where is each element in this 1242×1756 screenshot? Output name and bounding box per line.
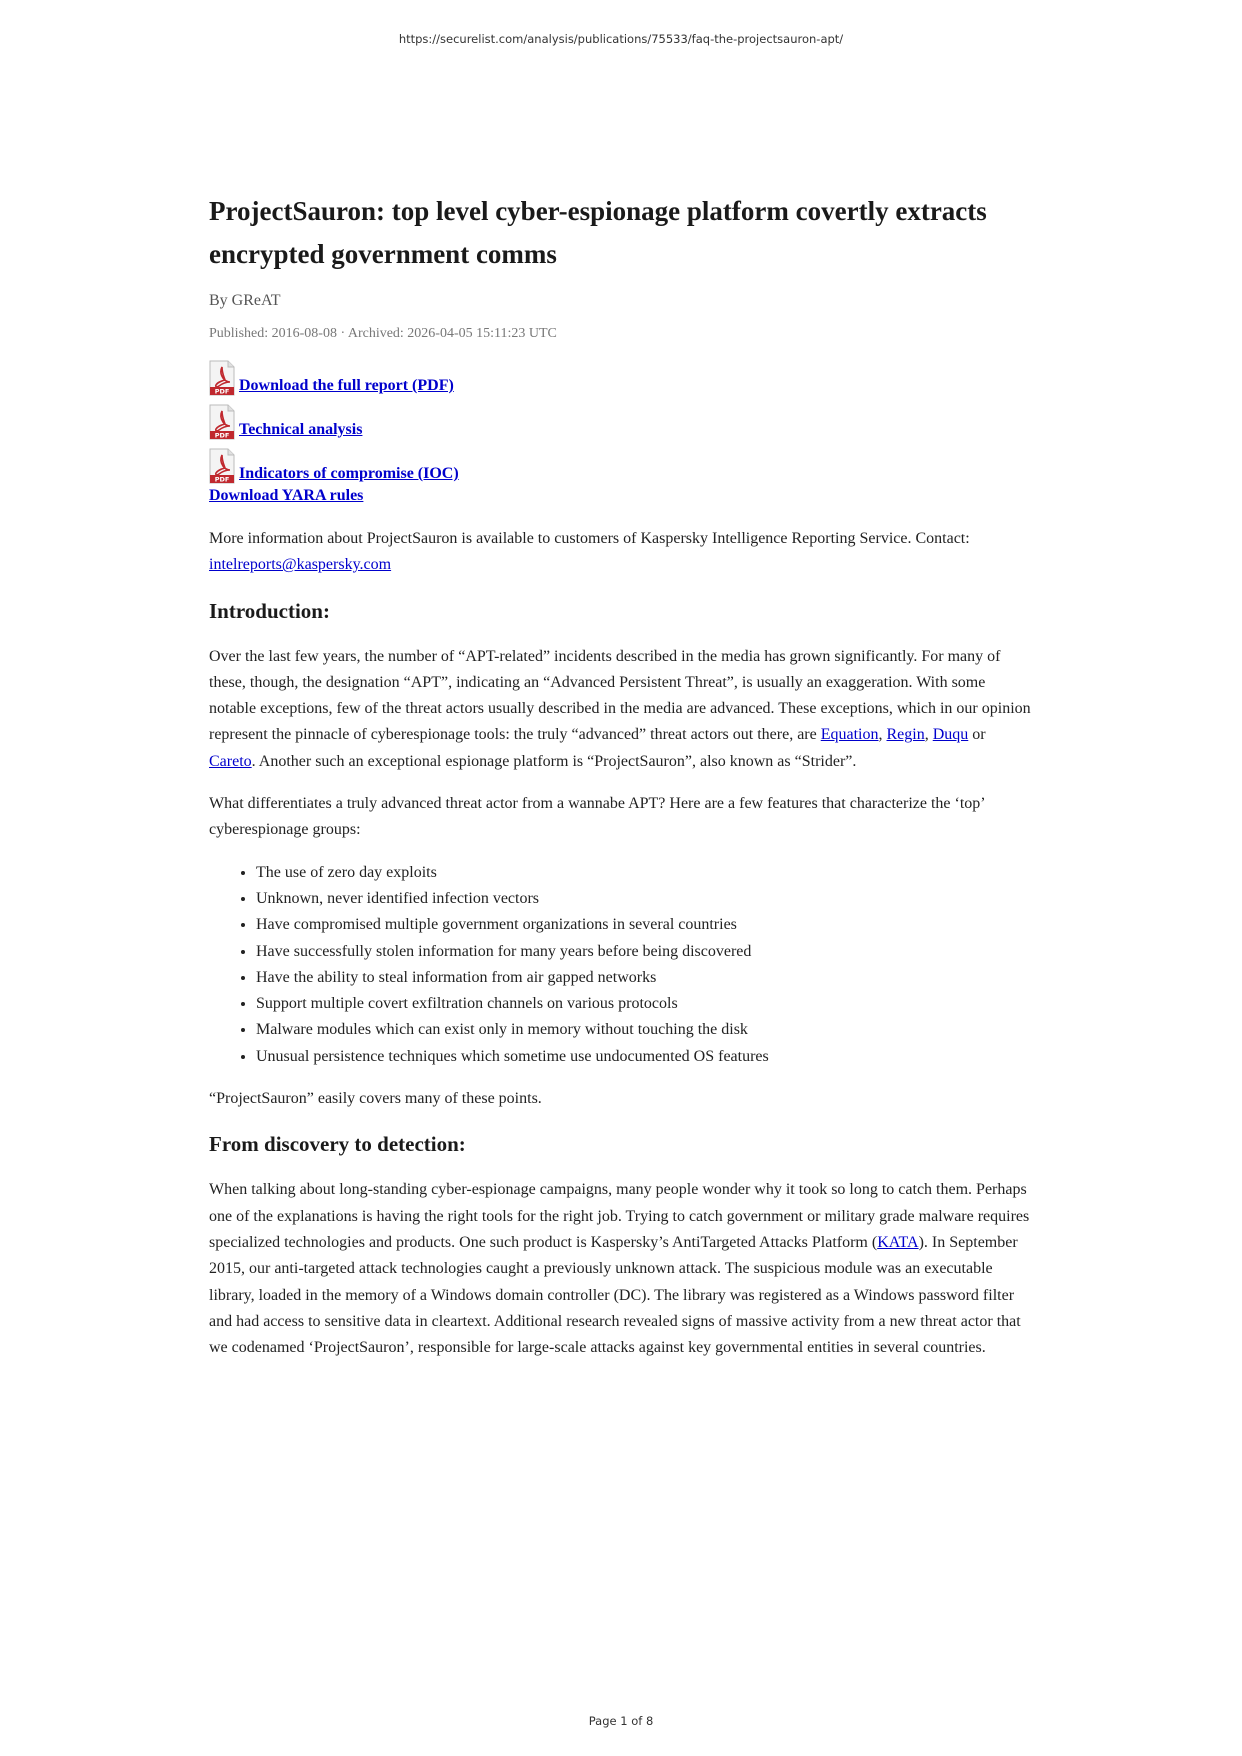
intro-p1-text-end: . Another such an exceptional espionage platform is “ProjectSauron”, also known as “Strider”. [251,752,857,770]
discovery-paragraph [209,1177,1035,1361]
list-item: • The use of zero day exploits [256,860,1035,886]
list-item: • Unusual persistence techniques which sometime use undocumented OS features [256,1044,1035,1070]
ioc-row [209,448,1035,484]
kata-link[interactable]: KATA [877,1233,919,1251]
download-links [209,360,1035,506]
careto-link[interactable]: Careto [209,752,252,770]
equation-link[interactable]: Equation [820,726,879,744]
intro-paragraph-2: What differentiates a truly advanced threat actor from a wannabe APT? Here are a few features that characterize the ‘top’ cyberespionage groups: [209,795,985,839]
page-url: https://securelist.com/analysis/publications/75533/faq-the-projectsauron-apt/ [398,32,844,46]
discovery-text-end: ). In September 2015, our anti-targeted attack technologies caught a previously unknown attack. The suspicious module was an executable library, loaded in the memory of a Windows domain controller (DC). The library was registered as a Windows password filter and had access to sensitive data in cleartext. Additional research revealed signs of massive activity from a new threat actor that we codenamed ‘ProjectSauron’, responsible for large-scale attacks against key governmental entities in several countries. [209,1233,1021,1357]
list-item: • Unknown, never identified infection vectors [256,886,1035,912]
introduction-heading: Introduction: [209,598,330,623]
pdf-icon [209,404,235,440]
pdf-icon-label: PDF [214,431,230,440]
download-full-report-row [209,360,1035,396]
list-item: • Have successfully stolen information for many years before being discovered [256,939,1035,965]
pdf-icon [209,448,235,484]
list-item: • Malware modules which can exist only in memory without touching the disk [256,1017,1035,1043]
intro-p1-text: Over the last few years, the number of “APT-related” incidents described in the media has grown significantly. For many of these, though, the designation “APT”, indicating an “Advanced Persistent Threat”, is usually an exaggeration. With some notable exceptions, few of the threat actors usually described in the media are advanced. These exceptions, which in our opinion represent the pinnacle of cyberespionage tools: the truly “advanced” threat actors out there, are [209,647,1031,744]
list-item: • Support multiple covert exfiltration channels on various protocols [256,991,1035,1017]
technical-analysis-link[interactable]: Technical analysis [239,421,363,438]
feature-list [209,860,1035,1070]
contact-paragraph [209,526,1035,579]
pdf-icon [209,360,235,396]
page-number: Page 1 of 8 [588,1714,654,1728]
regin-link[interactable]: Regin [886,726,925,744]
ioc-link[interactable]: Indicators of compromise (IOC) [239,465,459,482]
download-full-report-link[interactable]: Download the full report (PDF) [239,377,454,394]
article-published-date: Published: 2016-08-08 · Archived: 2026-04-05 15:11:23 UTC [209,326,557,341]
download-yara-link[interactable]: Download YARA rules [209,487,364,504]
discovery-heading: From discovery to detection: [209,1132,466,1157]
separator: or [968,726,986,744]
technical-analysis-row [209,404,1035,440]
article-title: ProjectSauron: top level cyber-espionage platform covertly extracts encrypted government comms [209,196,987,269]
contact-email-link[interactable]: intelreports@kaspersky.com [209,556,392,574]
article-content [209,190,1035,1377]
discovery-text: When talking about long-standing cyber-espionage campaigns, many people wonder why it took so long to catch them. Perhaps one of the explanations is having the right tools for the right job. Trying to catch government or military grade malware requires specialized technologies and products. One such product is Kaspersky’s AntiTargeted Attacks Platform ( [209,1181,1030,1251]
pdf-icon-label: PDF [214,387,230,396]
contact-text: More information about ProjectSauron is available to customers of Kaspersky Intelligence Reporting Service. Contact: [209,530,970,547]
yara-row [209,486,1035,506]
duqu-link[interactable]: Duqu [932,726,969,744]
separator: , [924,726,933,744]
intro-paragraph-3: “ProjectSauron” easily covers many of these points. [209,1090,542,1108]
article-byline: By GReAT [209,292,281,309]
intro-paragraph-1 [209,644,1035,775]
list-item: • Have compromised multiple government organizations in several countries [256,912,1035,938]
list-item: • Have the ability to steal information from air gapped networks [256,965,1035,991]
pdf-icon-label: PDF [214,475,230,484]
separator: , [878,726,887,744]
